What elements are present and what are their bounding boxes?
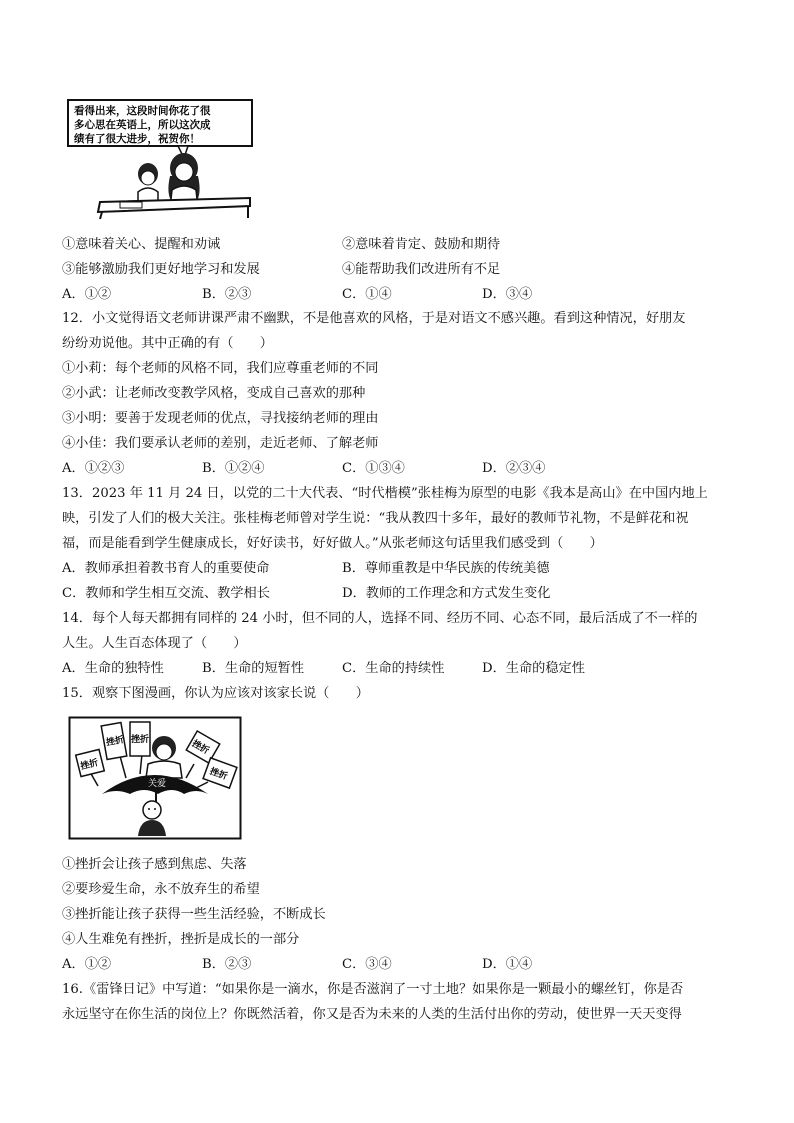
q12-statement-1: ①小莉：每个老师的风格不同，我们应尊重老师的不同 [62,361,379,376]
q11-option-d[interactable]: D．③④ [482,287,533,302]
speech-line-1: 看得出来，这段时间你花了很 [74,105,211,117]
q15-option-c[interactable]: C．③④ [342,957,392,972]
q13-option-d[interactable]: D．教师的工作理念和方式发生变化 [342,586,551,601]
q15-option-b[interactable]: B．②③ [202,957,252,972]
q13-stem-line-2: 映，引发了人们的极大关注。张桂梅老师曾对学生说：“我从教四十多年，最好的教师节礼物，不是鲜花和祝 [62,511,689,526]
q15-statement-2: ②要珍爱生命，永不放弃生的希望 [62,882,260,897]
q15-stem: 15．观察下图漫画，你认为应该对该家长说（ ） [62,686,369,701]
q14-option-a[interactable]: A．生命的独特性 [62,661,164,676]
q12-option-a[interactable]: A．①②③ [62,461,125,476]
cartoon-teacher-praise [66,98,256,220]
q13-option-a[interactable]: A．教师承担着教书育人的重要使命 [62,561,270,576]
q15-statement-4: ④人生难免有挫折，挫折是成长的一部分 [62,932,300,947]
q12-option-d[interactable]: D．②③④ [482,461,546,476]
q11-statement-3: ③能够激励我们更好地学习和发展 [62,262,260,277]
q11-option-a[interactable]: A．①② [62,287,112,302]
q12-statement-3: ③小明：要善于发现老师的优点，寻找接纳老师的理由 [62,411,379,426]
q13-option-c[interactable]: C．教师和学生相互交流、教学相长 [62,586,270,601]
q12-stem-line-1: 12．小文觉得语文老师讲课严肃不幽默，不是他喜欢的风格，于是对语文不感兴趣。看到这种情况，好朋友 [62,311,686,326]
q16-stem-line-2: 永远坚守在你生活的岗位上？你既然活着，你又是否为未来的人类的生活付出你的劳动，使世界一天天变得 [62,1007,682,1022]
q12-stem-line-2: 纷纷劝说他。其中正确的有（ ） [62,336,273,351]
q15-option-d[interactable]: D．①④ [482,957,533,972]
q11-statement-4: ④能帮助我们改进所有不足 [342,262,501,277]
svg-text:挫折: 挫折 [189,738,211,757]
q11-option-c[interactable]: C．①④ [342,287,392,302]
q14-option-b[interactable]: B．生命的短暂性 [202,661,305,676]
q12-statement-4: ④小佳：我们要承认老师的差别，走近老师、了解老师 [62,436,379,451]
q15-statement-1: ①挫折会让孩子感到焦虑、失落 [62,857,247,872]
svg-text:挫折: 挫折 [208,766,229,783]
cartoon-parent-umbrella [68,716,242,840]
q13-stem-line-1: 13．2023 年 11 月 24 日，以党的二十大代表、“时代楷模”张桂梅为原型的电影《我本是高山》在中国内地上 [62,486,708,501]
umbrella-label: 关爱 [148,779,167,789]
q15-option-a[interactable]: A．①② [62,957,112,972]
q14-option-c[interactable]: C．生命的持续性 [342,661,445,676]
q14-option-d[interactable]: D．生命的稳定性 [482,661,585,676]
q14-stem-line-2: 人生。人生百态体现了（ ） [62,636,247,651]
q13-stem-line-3: 福，而是能看到学生健康成长，好好读书，好好做人。”从张老师这句话里我们感受到（ ） [62,536,603,551]
q12-option-b[interactable]: B．①②④ [202,461,265,476]
svg-text:挫折: 挫折 [131,735,150,745]
svg-text:挫折: 挫折 [105,735,125,749]
q11-option-b[interactable]: B．②③ [202,287,252,302]
q13-option-b[interactable]: B．尊师重教是中华民族的传统美德 [342,561,550,576]
speech-line-3: 绩有了很大进步，祝贺你！ [74,133,200,145]
q12-statement-2: ②小武：让老师改变教学风格，变成自己喜欢的那种 [62,386,366,401]
svg-text:挫折: 挫折 [79,758,100,773]
q12-option-c[interactable]: C．①③④ [342,461,405,476]
q14-stem-line-1: 14．每个人每天都拥有同样的 24 小时，但不同的人，选择不同、经历不同、心态不同，最后活成了不一样的 [62,611,698,626]
q16-stem-line-1: 16.《雷锋日记》中写道：“如果你是一滴水，你是否滋润了一寸土地？如果你是一颗最小的螺丝钉，你是否 [62,982,684,997]
q11-statement-2: ②意味着肯定、鼓励和期待 [342,237,501,252]
q11-statement-1: ①意味着关心、提醒和劝诫 [62,237,221,252]
q15-statement-3: ③挫折能让孩子获得一些生活经验，不断成长 [62,907,326,922]
speech-line-2: 多心思在英语上，所以这次成 [74,119,211,131]
